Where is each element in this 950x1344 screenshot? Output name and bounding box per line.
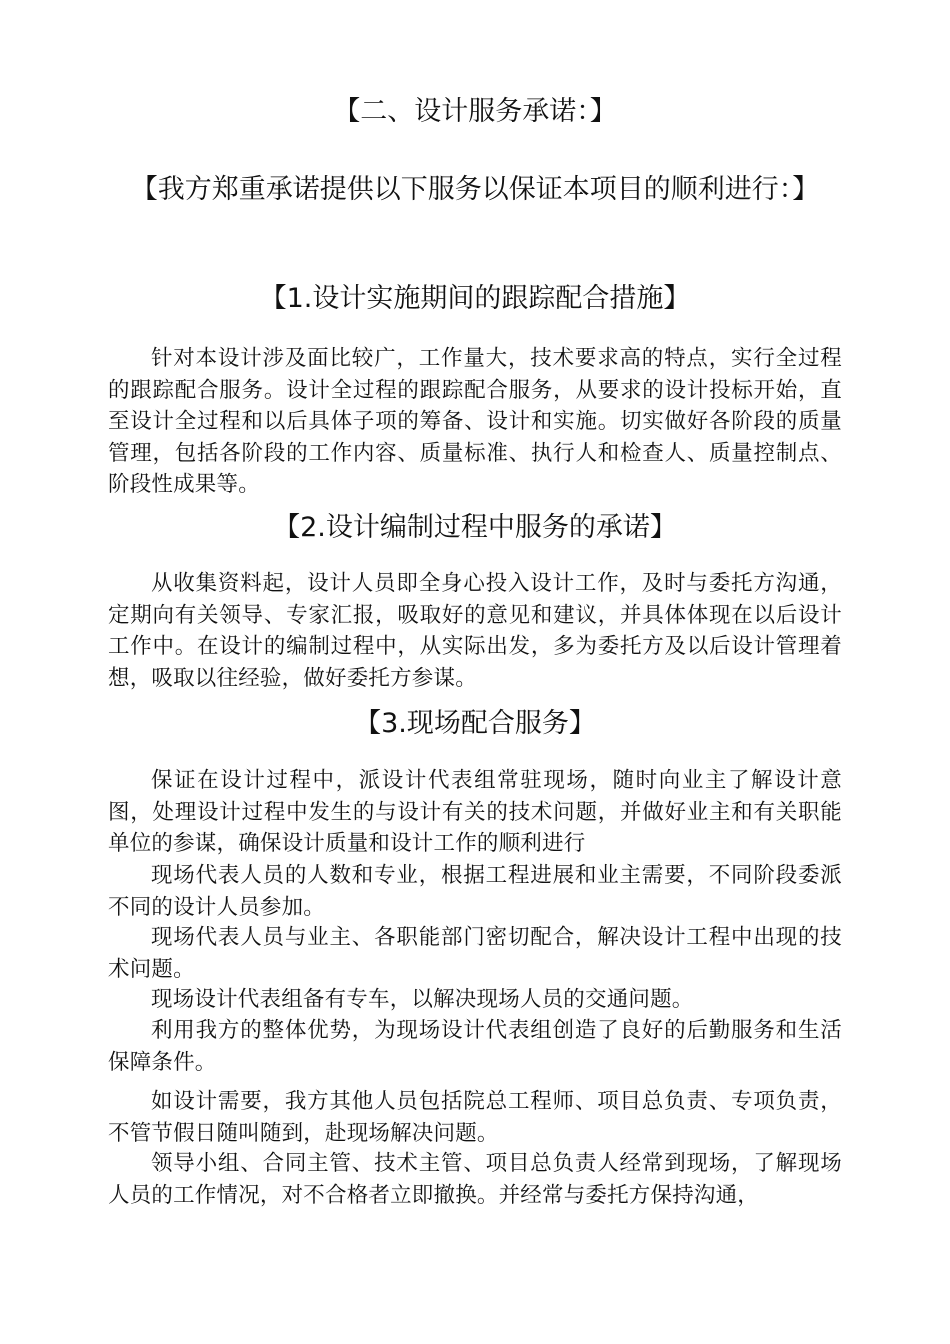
paragraph-senior-staff: 如设计需要，我方其他人员包括院总工程师、项目总负责、专项负责，不管节假日随叫随到，赴现场解决问题。 [108,1089,842,1146]
paragraph-onsite-coordination: 现场代表人员与业主、各职能部门密切配合，解决设计工程中出现的技术问题。 [108,925,842,982]
heading-onsite-service: 【3.现场配合服务】 [354,708,596,739]
paragraph-leadership-visits: 领导小组、合同主管、技术主管、项目总负责人经常到现场，了解现场人员的工作情况，对不合格者立即撤换。并经常与委托方保持沟通， [108,1151,842,1208]
paragraph-onsite-vehicle: 现场设计代表组备有专车，以解决现场人员的交通问题。 [151,987,694,1012]
paragraph-onsite-rep-team: 保证在设计过程中，派设计代表组常驻现场，随时向业主了解设计意图，处理设计过程中发生的与设计有关的技术问题，并做好业主和有关职能单位的参谋，确保设计质量和设计工作的顺利进行 [108,768,842,856]
paragraph-compilation-commitment: 从收集资料起，设计人员即全身心投入设计工作，及时与委托方沟通，定期向有关领导、专家汇报，吸取好的意见和建议，并具体体现在以后设计工作中。在设计的编制过程中，从实际出发，多为委托方及以后设计管理着想，吸取以往经验，做好委托方参谋。 [108,571,842,691]
paragraph-logistics-support: 利用我方的整体优势，为现场设计代表组创造了良好的后勤服务和生活保障条件。 [108,1018,842,1075]
paragraph-tracking-measures: 针对本设计涉及面比较广，工作量大，技术要求高的特点，实行全过程的跟踪配合服务。设计全过程的跟踪配合服务，从要求的设计投标开始，直至设计全过程和以后具体子项的筹备、设计和实施。切实做好各阶段的质量管理，包括各阶段的工作内容、质量标准、执行人和检查人、质量控制点、阶段性成果等。 [108,346,842,497]
section-title: 【二、设计服务承诺：】 [333,96,617,127]
commitment-title: 【我方郑重承诺提供以下服务以保证本项目的顺利进行：】 [130,174,820,205]
paragraph-onsite-staffing: 现场代表人员的人数和专业，根据工程进展和业主需要，不同阶段委派不同的设计人员参加。 [108,863,842,920]
heading-tracking-measures: 【1.设计实施期间的跟踪配合措施】 [259,283,691,314]
heading-compilation-commitment: 【2.设计编制过程中服务的承诺】 [273,512,677,543]
